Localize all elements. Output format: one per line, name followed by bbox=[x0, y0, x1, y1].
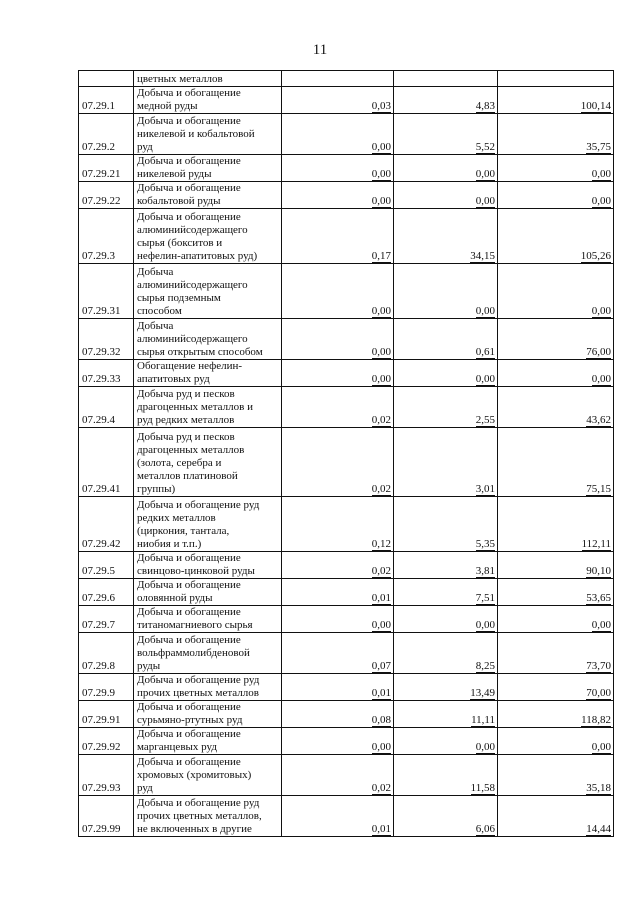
value-text: 11,11 bbox=[471, 714, 495, 726]
row-code: 07.29.22 bbox=[79, 182, 134, 209]
value-text: 100,14 bbox=[580, 100, 611, 112]
row-value-1 bbox=[282, 209, 394, 264]
value-text: 0,61 bbox=[475, 346, 495, 358]
row-code: 07.29.99 bbox=[79, 796, 134, 837]
value-text: 73,70 bbox=[586, 660, 611, 672]
row-name-line: Добыча и обогащение bbox=[137, 756, 241, 768]
row-name bbox=[134, 728, 282, 755]
data-table bbox=[78, 70, 614, 837]
row-value-3 bbox=[498, 360, 614, 387]
row-name bbox=[134, 701, 282, 728]
row-value-3 bbox=[498, 633, 614, 674]
row-name bbox=[134, 319, 282, 360]
row-code: 07.29.31 bbox=[79, 264, 134, 319]
row-code: 07.29.9 bbox=[79, 674, 134, 701]
row-name-line: вольфраммолибденовой bbox=[137, 647, 250, 659]
value-text: 0,00 bbox=[475, 168, 495, 180]
value-text: 5,52 bbox=[475, 141, 495, 153]
row-name-line: свинцово-цинковой руды bbox=[137, 565, 255, 577]
row-name bbox=[134, 209, 282, 264]
row-name-line: руд bbox=[137, 141, 153, 153]
table-row bbox=[79, 633, 614, 674]
row-value-3 bbox=[498, 552, 614, 579]
row-name-line: группы) bbox=[137, 483, 176, 495]
table-row bbox=[79, 728, 614, 755]
row-code: 07.29.3 bbox=[79, 209, 134, 264]
table-row bbox=[79, 182, 614, 209]
table-row bbox=[79, 796, 614, 837]
value-text: 75,15 bbox=[586, 483, 611, 495]
value-text: 3,01 bbox=[475, 483, 495, 495]
row-value-1 bbox=[282, 387, 394, 428]
row-value-3 bbox=[498, 319, 614, 360]
row-value-2 bbox=[394, 674, 498, 701]
row-name-line: Добыча и обогащение bbox=[137, 155, 241, 167]
value-text: 0,02 bbox=[371, 414, 391, 426]
value-text: 0,17 bbox=[371, 250, 391, 262]
page-number: 11 bbox=[312, 42, 328, 58]
row-code: 07.29.93 bbox=[79, 755, 134, 796]
row-name-line: апатитовых руд bbox=[137, 373, 210, 385]
row-code bbox=[79, 71, 134, 87]
row-value-2 bbox=[394, 114, 498, 155]
row-name-line: прочих цветных металлов, bbox=[137, 810, 262, 822]
value-text: 53,65 bbox=[586, 592, 611, 604]
row-value-2 bbox=[394, 428, 498, 497]
row-name-line: Добыча и обогащение bbox=[137, 552, 241, 564]
row-value-1 bbox=[282, 264, 394, 319]
table-row bbox=[79, 674, 614, 701]
row-code: 07.29.1 bbox=[79, 87, 134, 114]
row-value-1 bbox=[282, 319, 394, 360]
row-name-line: драгоценных металлов и bbox=[137, 401, 253, 413]
value-text: 0,00 bbox=[371, 741, 391, 753]
table-row bbox=[79, 497, 614, 552]
value-text: 0,00 bbox=[371, 619, 391, 631]
value-text: 0,00 bbox=[475, 195, 495, 207]
row-code: 07.29.32 bbox=[79, 319, 134, 360]
value-text: 0,00 bbox=[591, 168, 611, 180]
row-name-line: металлов платиновой bbox=[137, 470, 238, 482]
row-value-3 bbox=[498, 428, 614, 497]
row-name bbox=[134, 674, 282, 701]
row-value-2 bbox=[394, 87, 498, 114]
row-name bbox=[134, 87, 282, 114]
row-value-3 bbox=[498, 264, 614, 319]
row-value-3 bbox=[498, 182, 614, 209]
row-name-line: Добыча руд и песков bbox=[137, 388, 235, 400]
row-code: 07.29.21 bbox=[79, 155, 134, 182]
row-name-line: ниобия и т.п.) bbox=[137, 538, 202, 550]
value-text: 35,75 bbox=[586, 141, 611, 153]
row-value-2 bbox=[394, 319, 498, 360]
table-row bbox=[79, 209, 614, 264]
row-name-line: марганцевых руд bbox=[137, 741, 217, 753]
value-text: 0,00 bbox=[591, 195, 611, 207]
row-name-line: алюминийсодержащего bbox=[137, 224, 248, 236]
value-text: 0,00 bbox=[591, 305, 611, 317]
row-value-2 bbox=[394, 701, 498, 728]
row-value-1 bbox=[282, 579, 394, 606]
row-name-line: цветных металлов bbox=[137, 73, 223, 85]
row-value-3 bbox=[498, 728, 614, 755]
row-name-line: хромовых (хромитовых) bbox=[137, 769, 252, 781]
value-text: 6,06 bbox=[475, 823, 495, 835]
row-code: 07.29.42 bbox=[79, 497, 134, 552]
row-name bbox=[134, 114, 282, 155]
row-value-1 bbox=[282, 606, 394, 633]
row-name-line: кобальтовой руды bbox=[137, 195, 221, 207]
row-name bbox=[134, 633, 282, 674]
row-code: 07.29.8 bbox=[79, 633, 134, 674]
row-name-line: Добыча и обогащение bbox=[137, 211, 241, 223]
table-row bbox=[79, 701, 614, 728]
row-value-2 bbox=[394, 71, 498, 87]
table-row bbox=[79, 606, 614, 633]
row-code: 07.29.91 bbox=[79, 701, 134, 728]
value-text: 118,82 bbox=[581, 714, 611, 726]
value-text: 0,01 bbox=[371, 592, 391, 604]
row-name bbox=[134, 71, 282, 87]
value-text: 5,35 bbox=[475, 538, 495, 550]
row-name-line: алюминийсодержащего bbox=[137, 279, 248, 291]
row-value-3 bbox=[498, 701, 614, 728]
row-name bbox=[134, 360, 282, 387]
row-value-3 bbox=[498, 674, 614, 701]
row-value-3 bbox=[498, 387, 614, 428]
row-value-1 bbox=[282, 796, 394, 837]
row-name-line: никелевой и кобальтовой bbox=[137, 128, 255, 140]
value-text: 2,55 bbox=[475, 414, 495, 426]
row-name-line: медной руды bbox=[137, 100, 198, 112]
row-name-line: Обогащение нефелин- bbox=[137, 360, 243, 372]
row-value-2 bbox=[394, 387, 498, 428]
row-code: 07.29.92 bbox=[79, 728, 134, 755]
value-text: 34,15 bbox=[470, 250, 495, 262]
value-text: 0,00 bbox=[591, 619, 611, 631]
row-value-2 bbox=[394, 633, 498, 674]
value-text: 7,51 bbox=[475, 592, 495, 604]
row-name-line: никелевой руды bbox=[137, 168, 212, 180]
row-name-line: способом bbox=[137, 305, 182, 317]
row-name-line: сурьмяно-ртутных руд bbox=[137, 714, 243, 726]
table-body bbox=[79, 71, 614, 837]
row-value-1 bbox=[282, 155, 394, 182]
row-code: 07.29.41 bbox=[79, 428, 134, 497]
row-name bbox=[134, 796, 282, 837]
value-text: 70,00 bbox=[586, 687, 611, 699]
row-name-line: Добыча и обогащение руд bbox=[137, 797, 260, 809]
value-text: 0,00 bbox=[475, 305, 495, 317]
value-text: 35,18 bbox=[586, 782, 611, 794]
value-text: 0,00 bbox=[371, 346, 391, 358]
row-value-1 bbox=[282, 674, 394, 701]
value-text: 43,62 bbox=[586, 414, 611, 426]
row-value-3 bbox=[498, 606, 614, 633]
row-value-1 bbox=[282, 360, 394, 387]
row-name bbox=[134, 755, 282, 796]
value-text: 14,44 bbox=[586, 823, 611, 835]
row-name-line: руд редких металлов bbox=[137, 414, 235, 426]
table-row bbox=[79, 387, 614, 428]
row-value-1 bbox=[282, 728, 394, 755]
value-text: 0,01 bbox=[371, 687, 391, 699]
row-value-1 bbox=[282, 114, 394, 155]
value-text: 0,02 bbox=[371, 782, 391, 794]
row-name-line: Добыча и обогащение руд bbox=[137, 499, 260, 511]
row-value-1 bbox=[282, 633, 394, 674]
value-text: 105,26 bbox=[580, 250, 611, 262]
row-name-line: Добыча и обогащение bbox=[137, 634, 241, 646]
row-name-line: нефелин-апатитовых руд) bbox=[137, 250, 258, 262]
value-text: 4,83 bbox=[475, 100, 495, 112]
row-code: 07.29.7 bbox=[79, 606, 134, 633]
row-value-3 bbox=[498, 155, 614, 182]
value-text: 8,25 bbox=[475, 660, 495, 672]
row-name-line: алюминийсодержащего bbox=[137, 333, 248, 345]
row-name bbox=[134, 497, 282, 552]
row-name-line: редких металлов bbox=[137, 512, 216, 524]
row-code: 07.29.4 bbox=[79, 387, 134, 428]
table-row bbox=[79, 755, 614, 796]
row-name-line: Добыча и обогащение bbox=[137, 115, 241, 127]
row-name bbox=[134, 428, 282, 497]
row-name bbox=[134, 387, 282, 428]
row-value-1 bbox=[282, 552, 394, 579]
value-text: 0,00 bbox=[371, 195, 391, 207]
value-text: 0,00 bbox=[475, 741, 495, 753]
row-value-2 bbox=[394, 552, 498, 579]
table-row bbox=[79, 87, 614, 114]
row-name-line: (золота, серебра и bbox=[137, 457, 222, 469]
row-value-2 bbox=[394, 182, 498, 209]
row-value-2 bbox=[394, 755, 498, 796]
table-row bbox=[79, 114, 614, 155]
row-name-line: Добыча и обогащение bbox=[137, 182, 241, 194]
table-row bbox=[79, 71, 614, 87]
row-code: 07.29.5 bbox=[79, 552, 134, 579]
row-value-3 bbox=[498, 87, 614, 114]
row-name bbox=[134, 552, 282, 579]
table-row bbox=[79, 155, 614, 182]
value-text: 11,58 bbox=[470, 782, 495, 794]
row-value-3 bbox=[498, 755, 614, 796]
row-value-2 bbox=[394, 155, 498, 182]
value-text: 0,02 bbox=[371, 565, 391, 577]
row-code: 07.29.33 bbox=[79, 360, 134, 387]
value-text: 0,00 bbox=[475, 619, 495, 631]
row-value-2 bbox=[394, 579, 498, 606]
row-code: 07.29.6 bbox=[79, 579, 134, 606]
row-value-3 bbox=[498, 71, 614, 87]
value-text: 0,00 bbox=[371, 141, 391, 153]
row-name-line: Добыча и обогащение bbox=[137, 606, 241, 618]
row-value-2 bbox=[394, 728, 498, 755]
table-row bbox=[79, 264, 614, 319]
row-name-line: сырья (бокситов и bbox=[137, 237, 223, 249]
value-text: 0,03 bbox=[371, 100, 391, 112]
row-name-line: оловянной руды bbox=[137, 592, 213, 604]
value-text: 0,00 bbox=[371, 373, 391, 385]
value-text: 0,00 bbox=[371, 168, 391, 180]
row-name-line: Добыча bbox=[137, 320, 174, 332]
row-name-line: титаномагниевого сырья bbox=[137, 619, 253, 631]
row-name-line: Добыча и обогащение bbox=[137, 701, 241, 713]
row-value-2 bbox=[394, 497, 498, 552]
row-value-2 bbox=[394, 606, 498, 633]
value-text: 13,49 bbox=[470, 687, 495, 699]
value-text: 112,11 bbox=[581, 538, 611, 550]
value-text: 0,00 bbox=[475, 373, 495, 385]
table-row bbox=[79, 360, 614, 387]
row-value-3 bbox=[498, 796, 614, 837]
row-name bbox=[134, 579, 282, 606]
row-name-line: Добыча и обогащение bbox=[137, 728, 241, 740]
row-name bbox=[134, 182, 282, 209]
row-value-1 bbox=[282, 182, 394, 209]
row-name bbox=[134, 155, 282, 182]
row-code: 07.29.2 bbox=[79, 114, 134, 155]
row-name-line: прочих цветных металлов bbox=[137, 687, 259, 699]
table-row bbox=[79, 552, 614, 579]
value-text: 90,10 bbox=[586, 565, 611, 577]
value-text: 0,00 bbox=[591, 741, 611, 753]
value-text: 0,00 bbox=[591, 373, 611, 385]
row-name bbox=[134, 606, 282, 633]
value-text: 0,00 bbox=[371, 305, 391, 317]
value-text: 0,08 bbox=[371, 714, 391, 726]
row-value-1 bbox=[282, 701, 394, 728]
row-name-line: не включенных в другие bbox=[137, 823, 252, 835]
row-value-1 bbox=[282, 87, 394, 114]
table-row bbox=[79, 319, 614, 360]
row-name-line: руд bbox=[137, 782, 153, 794]
row-value-3 bbox=[498, 497, 614, 552]
row-value-3 bbox=[498, 114, 614, 155]
value-text: 3,81 bbox=[475, 565, 495, 577]
table-row bbox=[79, 579, 614, 606]
row-name bbox=[134, 264, 282, 319]
value-text: 0,07 bbox=[371, 660, 391, 672]
row-name-line: руды bbox=[137, 660, 161, 672]
row-value-2 bbox=[394, 209, 498, 264]
row-name-line: Добыча bbox=[137, 266, 174, 278]
value-text: 0,01 bbox=[371, 823, 391, 835]
row-value-2 bbox=[394, 796, 498, 837]
table-row bbox=[79, 428, 614, 497]
row-name-line: Добыча и обогащение bbox=[137, 87, 241, 99]
value-text: 0,12 bbox=[371, 538, 391, 550]
row-name-line: Добыча руд и песков bbox=[137, 431, 235, 443]
row-name-line: Добыча и обогащение bbox=[137, 579, 241, 591]
row-value-3 bbox=[498, 209, 614, 264]
row-name-line: Добыча и обогащение руд bbox=[137, 674, 260, 686]
row-value-2 bbox=[394, 360, 498, 387]
row-name-line: сырья подземным bbox=[137, 292, 221, 304]
value-text: 76,00 bbox=[586, 346, 611, 358]
row-value-1 bbox=[282, 497, 394, 552]
row-value-3 bbox=[498, 579, 614, 606]
row-name-line: (циркония, тантала, bbox=[137, 525, 230, 537]
row-value-1 bbox=[282, 428, 394, 497]
row-value-2 bbox=[394, 264, 498, 319]
value-text: 0,02 bbox=[371, 483, 391, 495]
row-name-line: сырья открытым способом bbox=[137, 346, 263, 358]
row-name-line: драгоценных металлов bbox=[137, 444, 245, 456]
row-value-1 bbox=[282, 755, 394, 796]
row-value-1 bbox=[282, 71, 394, 87]
